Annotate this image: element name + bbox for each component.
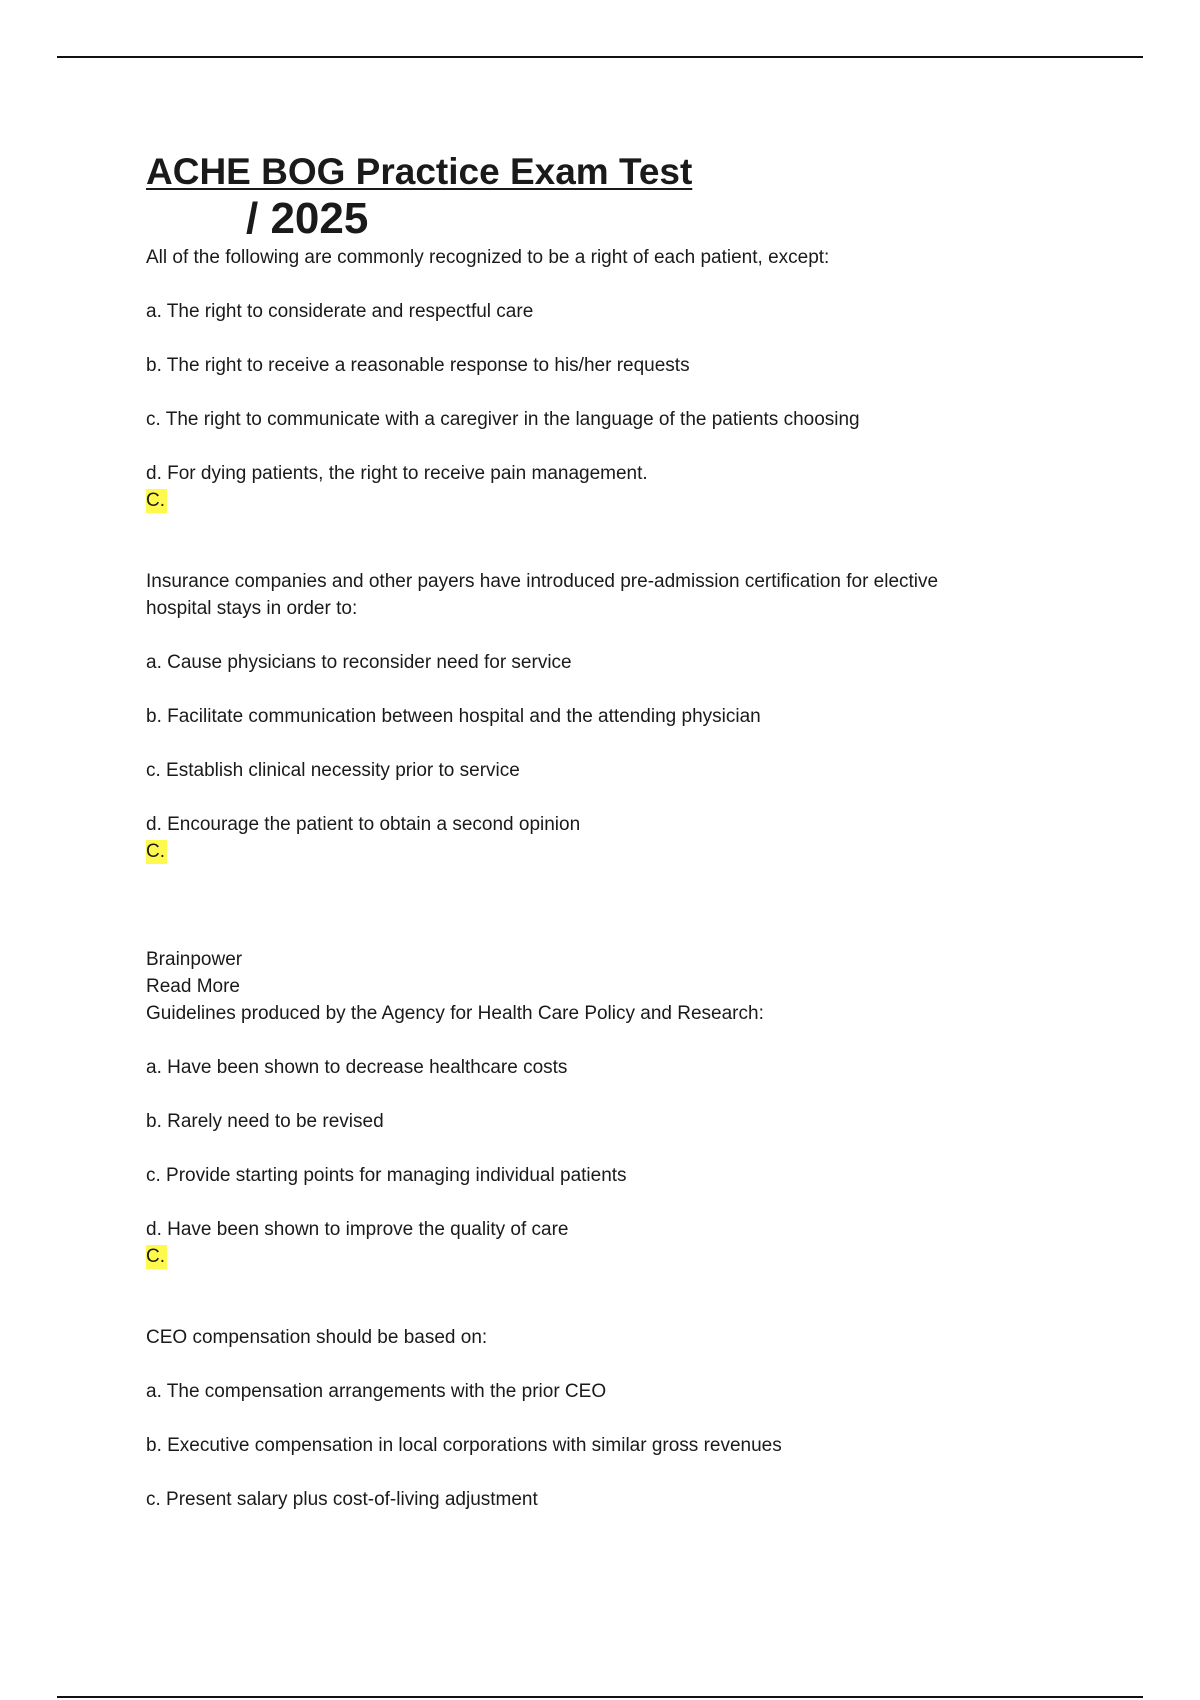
option-b: b. Executive compensation in local corporations with similar gross revenues — [146, 1435, 782, 1456]
option-c: c. Provide starting points for managing individual patients — [146, 1165, 627, 1186]
question-prompt: CEO compensation should be based on: — [146, 1327, 488, 1348]
question-prompt: All of the following are commonly recognized to be a right of each patient, except: — [146, 247, 830, 268]
question-prompt: Guidelines produced by the Agency for Health Care Policy and Research: — [146, 1003, 764, 1024]
brainpower-label: Brainpower — [146, 949, 243, 970]
answer-highlight: C. — [146, 841, 165, 862]
bottom-rule — [57, 1696, 1143, 1698]
top-rule — [57, 56, 1143, 58]
question-prompt-line-2: hospital stays in order to: — [146, 598, 358, 619]
question-3 — [146, 946, 1046, 1270]
answer-highlight: C. — [146, 1246, 165, 1267]
option-a: a. Cause physicians to reconsider need for service — [146, 652, 572, 673]
option-c: c. Present salary plus cost-of-living adjustment — [146, 1489, 538, 1510]
option-c: c. Establish clinical necessity prior to service — [146, 760, 520, 781]
option-d: d. Encourage the patient to obtain a second opinion — [146, 814, 581, 835]
question-4 — [146, 1324, 1046, 1513]
page-title-year: / 2025 — [246, 194, 369, 243]
option-b: b. Rarely need to be revised — [146, 1111, 384, 1132]
read-more-link[interactable]: Read More — [146, 976, 240, 997]
option-b: b. The right to receive a reasonable response to his/her requests — [146, 355, 690, 376]
option-a: a. The compensation arrangements with the prior CEO — [146, 1381, 607, 1402]
option-d: d. For dying patients, the right to receive pain management. — [146, 463, 648, 484]
answer-highlight: C. — [146, 490, 165, 511]
option-a: a. Have been shown to decrease healthcare costs — [146, 1057, 568, 1078]
option-d: d. Have been shown to improve the quality of care — [146, 1219, 569, 1240]
page-content — [146, 150, 1046, 1513]
question-list — [146, 244, 1046, 1513]
page-title: ACHE BOG Practice Exam Test — [146, 151, 693, 192]
option-a: a. The right to considerate and respectful care — [146, 301, 534, 322]
question-2 — [146, 568, 1046, 865]
option-b: b. Facilitate communication between hospital and the attending physician — [146, 706, 761, 727]
question-prompt-line-1: Insurance companies and other payers have introduced pre-admission certification for elective — [146, 571, 939, 592]
option-c: c. The right to communicate with a caregiver in the language of the patients choosing — [146, 409, 860, 430]
question-1 — [146, 244, 1046, 514]
